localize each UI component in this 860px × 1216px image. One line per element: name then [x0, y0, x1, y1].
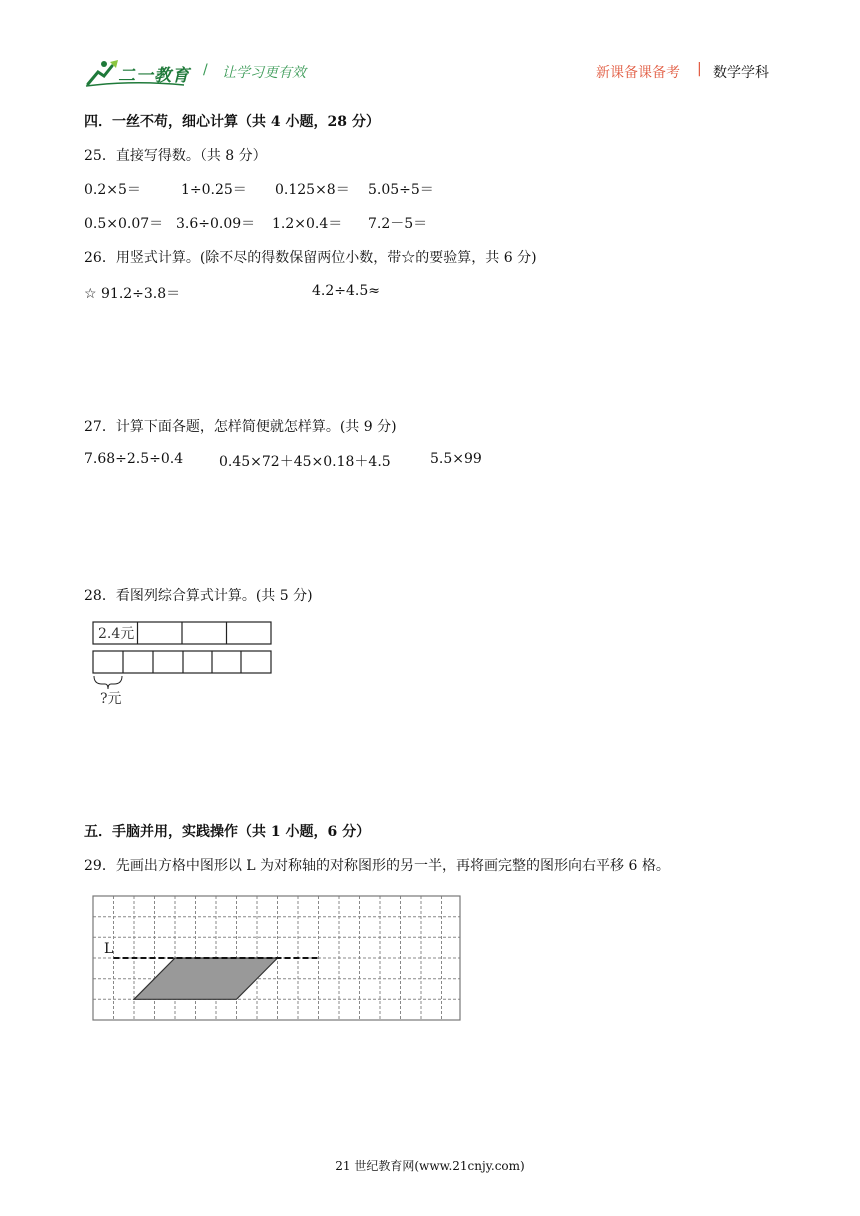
slogan: 让学习更有效 [222, 65, 306, 81]
q28-top-label: 2.4元 [98, 626, 135, 642]
q27-item: 7.68÷2.5÷0.4 [84, 451, 184, 467]
q29-axis-label: L [104, 941, 114, 957]
section4-title: 四．一丝不苟，细心计算（共 4 小题，28 分） [84, 114, 380, 130]
q26-item: ☆ 91.2÷3.8＝ [84, 286, 181, 302]
q26-title: 26．用竖式计算。(除不尽的得数保留两位小数，带☆的要验算，共 6 分) [84, 250, 537, 266]
q25-item: 7.2－5＝ [368, 216, 428, 232]
q27-item: 0.45×72＋45×0.18＋4.5 [219, 454, 391, 470]
footer: 21 世纪教育网(www.21cnjy.com) [335, 1159, 525, 1173]
q29-title: 29．先画出方格中图形以 L 为对称轴的对称图形的另一半，再将画完整的图形向右平移 6 格。 [84, 858, 670, 874]
header-subject: 数学学科 [713, 65, 769, 81]
q29-parallelogram [134, 958, 278, 999]
header-right-label: 新课备课备考 [596, 65, 680, 81]
logo-text: 二一教育 [118, 66, 190, 86]
q25-item: 3.6÷0.09＝ [176, 216, 256, 232]
section5-title: 五．手脑并用，实践操作（共 1 小题，6 分） [84, 824, 371, 840]
q25-title: 25．直接写得数。（共 8 分） [84, 148, 267, 164]
q25-item: 5.05÷5＝ [368, 182, 434, 198]
q28-bottom-label: ?元 [100, 691, 122, 707]
slogan-divider: / [203, 62, 208, 78]
q25-item: 0.5×0.07＝ [84, 216, 164, 232]
q25-item: 0.2×5＝ [84, 182, 141, 198]
q25-item: 0.125×8＝ [275, 182, 350, 198]
q28-diagram [90, 618, 280, 710]
q29-grid [90, 894, 464, 1026]
q28-title: 28．看图列综合算式计算。(共 5 分) [84, 588, 313, 604]
q28-brace [94, 676, 122, 689]
q25-item: 1.2×0.4＝ [272, 216, 343, 232]
q26-item: 4.2÷4.5≈ [312, 283, 380, 299]
q28-bottom-bar [93, 651, 271, 673]
q25-item: 1÷0.25＝ [181, 182, 247, 198]
header-separator: | [697, 61, 702, 77]
q27-title: 27．计算下面各题，怎样简便就怎样算。(共 9 分) [84, 419, 397, 435]
q27-item: 5.5×99 [430, 451, 482, 467]
